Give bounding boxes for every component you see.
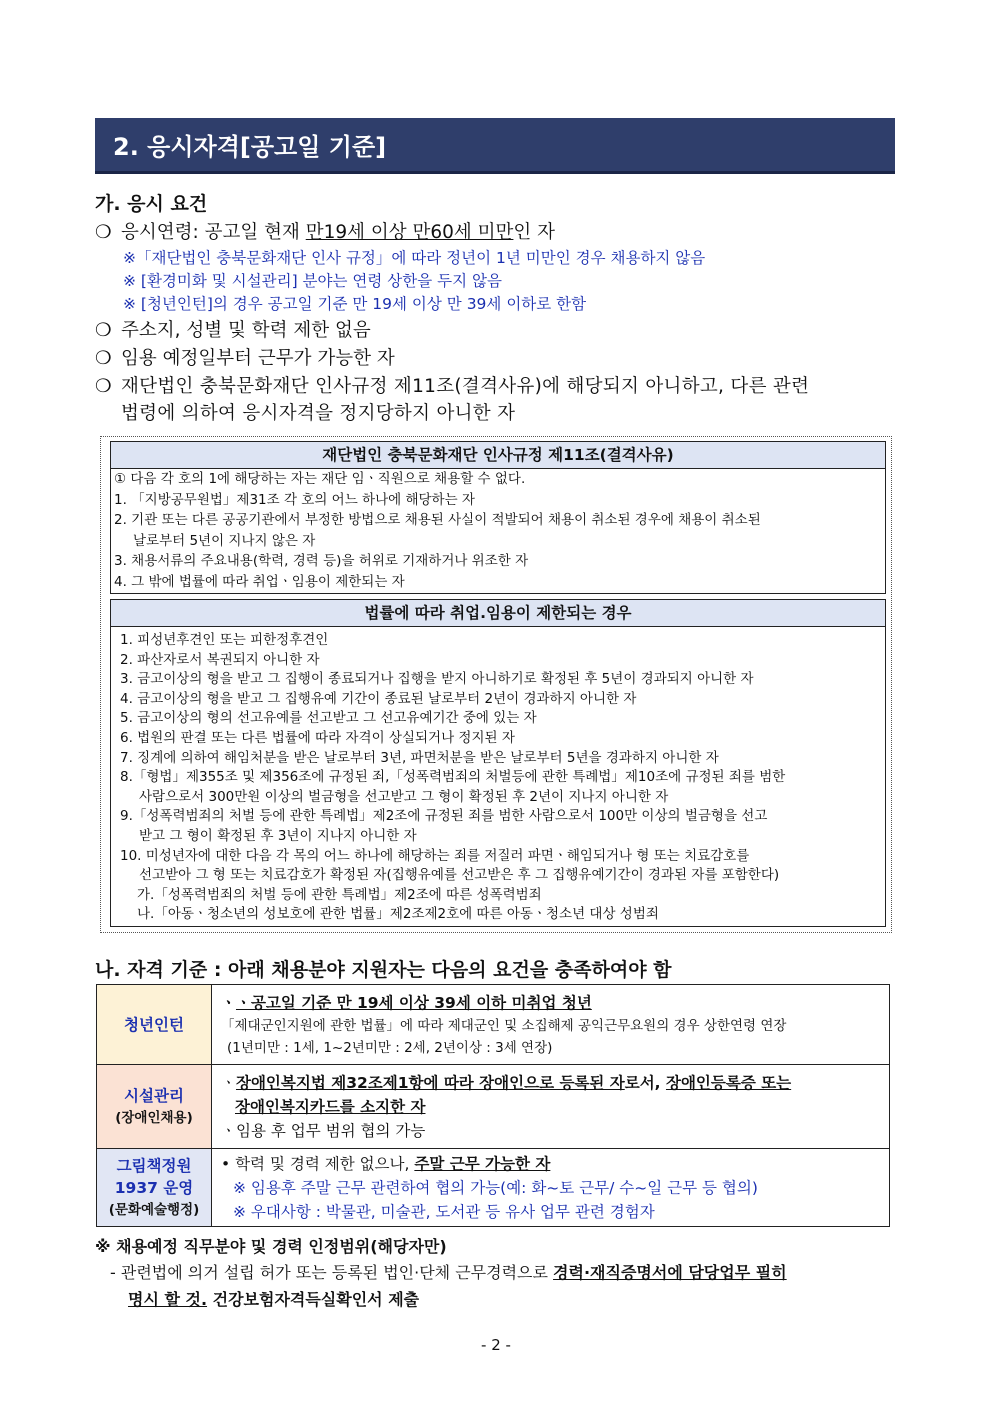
table-title: 법률에 따라 취업.임용이 제한되는 경우 — [111, 600, 885, 627]
circle-bullet-icon: ❍ — [95, 320, 112, 341]
table-line: 1. 「지방공무원법」제31조 각 호의 어느 하나에 해당하는 자 — [114, 491, 475, 508]
section-title: 2. 응시자격[공고일 기준] — [95, 118, 895, 174]
row-content-intern: ㆍㆍ공고일 기준 만 19세 이상 39세 이하 미취업 청년 「제대군인지원에 관한 법률」에 따라 제대군인 및 소집해제 공익근무요원의 경우 상한연령 연장 (1년미만 : 1세, 1~2년미만 : 2세, 2년이상 : 3세 연장) — [212, 985, 890, 1065]
row-label-intern: 청년인턴 — [97, 985, 212, 1065]
footnote-title: ※ 채용예정 직무분야 및 경력 인정범위(해당자만) — [95, 1237, 447, 1256]
subsection-heading-b: 나. 자격 기준 : 아래 채용분야 지원자는 다음의 요건을 충족하여야 함 — [95, 959, 672, 981]
row-label-garden: 그림책정원 1937 운영 (문화예술행정) — [97, 1149, 212, 1227]
table-line: 9.「성폭력범죄의 처벌 등에 관한 특례법」제2조에 규정된 죄를 범한 사람으로서 100만 이상의 벌금형을 선고 — [120, 808, 768, 825]
note-retirement: ※「재단법인 충북문화재단 인사 규정」에 따라 정년이 1년 미만인 경우 채용하지 않음 — [123, 249, 706, 267]
disqualification-table — [110, 441, 886, 594]
table-line: 5. 금고이상의 형의 선고유예를 선고받고 그 선고유예기간 중에 있는 자 — [120, 710, 537, 727]
circle-bullet-icon: ❍ — [95, 222, 112, 243]
table-line: 2. 파산자로서 복권되지 아니한 자 — [120, 651, 320, 668]
requirement-disqualification: ❍ 재단법인 충북문화재단 인사규정 제11조(결격사유)에 해당되지 아니하고, 다른 관련 법령에 의하여 응시자격을 정지당하지 아니한 자 — [95, 373, 895, 427]
subsection-heading-a: 가. 응시 요건 — [95, 193, 208, 215]
requirement-availability: ❍ 임용 예정일부터 근무가 가능한 자 — [95, 345, 895, 372]
table-line: 1. 피성년후견인 또는 피한정후견인 — [120, 632, 329, 648]
table-title: 재단법인 충북문화재단 인사규정 제11조(결격사유) — [111, 442, 885, 469]
table-line: 가.「성폭력범죄의 처벌 등에 관한 특례법」제2조에 따른 성폭력범죄 — [137, 886, 542, 903]
table-line: 4. 금고이상의 형을 받고 그 집행유예 기간이 종료된 날로부터 2년이 경과하지 아니한 자 — [120, 690, 637, 707]
table-line: ① 다음 각 호의 1에 해당하는 자는 재단 임ㆍ직원으로 채용할 수 없다. — [114, 471, 526, 487]
table-row — [97, 1149, 890, 1227]
circle-bullet-icon: ❍ — [95, 348, 112, 369]
table-line: 3. 금고이상의 형을 받고 그 집행이 종료되거나 집행을 받지 아니하기로 확정된 후 5년이 경과되지 아니한 자 — [120, 671, 754, 688]
table-line: 6. 법원의 판결 또는 다른 법률에 따라 자격이 상실되거나 정지된 자 — [120, 729, 515, 746]
table-line: 날로부터 5년이 지나지 않은 자 — [133, 532, 316, 549]
table-line: 10. 미성년자에 대한 다음 각 목의 어느 하나에 해당하는 죄를 저질러 파면ㆍ해임되거나 형 또는 치료감호를 — [120, 847, 750, 864]
table-line: 8.「형법」제355조 및 제356조에 규정된 죄,「성폭력범죄의 처벌등에 관한 특례법」제10조에 규정된 죄를 범한 — [120, 769, 786, 786]
footnote-line-1: - 관련법에 의거 설립 허가 또는 등록된 법인·단체 근무경력으로 경력·재직증명서에 담당업무 필히 — [110, 1263, 787, 1282]
table-line: 선고받아 그 형 또는 치료감호가 확정된 자(집행유예를 선고받은 후 그 집행유예기간이 경과된 자를 포함한다) — [139, 867, 780, 884]
circle-bullet-icon: ❍ — [95, 376, 112, 397]
footnote-line-2: 명시 할 것. 건강보험자격득실확인서 제출 — [128, 1290, 420, 1309]
page-number: - 2 - — [481, 1336, 511, 1354]
table-line: 사람으로서 300만원 이상의 벌금형을 선고받고 그 형이 확정된 후 2년이 지나지 아니한 자 — [139, 788, 669, 805]
note-intern-age: ※ [청년인턴]의 경우 공고일 기준 만 19세 이상 만 39세 이하로 한함 — [123, 295, 587, 313]
table-line: 나.「아동ㆍ청소년의 성보호에 관한 법률」제2조제2호에 따른 아동ㆍ청소년 대상 성범죄 — [137, 906, 659, 923]
row-content-facility: ㆍ장애인복지법 제32조제1항에 따라 장애인으로 등록된 자로서, 장애인등록증 또는 장애인복지카드를 소지한 자 ㆍ임용 후 업무 범위 협의 가능 — [212, 1065, 890, 1149]
row-label-facility: 시설관리 (장애인채용) — [97, 1065, 212, 1149]
requirement-no-restriction: ❍ 주소지, 성별 및 학력 제한 없음 — [95, 317, 895, 344]
table-line: 3. 채용서류의 주요내용(학력, 경력 등)을 허위로 기재하거나 위조한 자 — [114, 553, 529, 569]
table-row — [97, 985, 890, 1065]
qualification-table — [96, 984, 890, 1227]
table-line: 받고 그 형이 확정된 후 3년이 지나지 아니한 자 — [139, 827, 417, 844]
employment-restriction-table — [110, 599, 886, 927]
note-facility-age: ※ [환경미화 및 시설관리] 분야는 연령 상한을 두지 않음 — [123, 272, 502, 290]
table-line: 4. 그 밖에 법률에 따라 취업ㆍ임용이 제한되는 자 — [114, 573, 405, 590]
row-content-garden: • 학력 및 경력 제한 없으나, 주말 근무 가능한 자 ※ 임용후 주말 근무 관련하여 협의 가능(예: 화~토 근무/ 수~일 근무 등 협의) ※ 우대사항 : 박물관, 미술관, 도서관 등 유사 업무 관련 경험자 — [212, 1149, 890, 1227]
table-line: 2. 기관 또는 다른 공공기관에서 부정한 방법으로 채용된 사실이 적발되어 채용이 취소된 경우에 채용이 취소된 — [114, 512, 761, 528]
table-row — [97, 1065, 890, 1149]
requirement-age: ❍ 응시연령: 공고일 현재 만19세 이상 만60세 미만인 자 — [95, 219, 895, 246]
table-line: 7. 징계에 의하여 해임처분을 받은 날로부터 3년, 파면처분을 받은 날로부터 5년을 경과하지 아니한 자 — [120, 749, 719, 766]
